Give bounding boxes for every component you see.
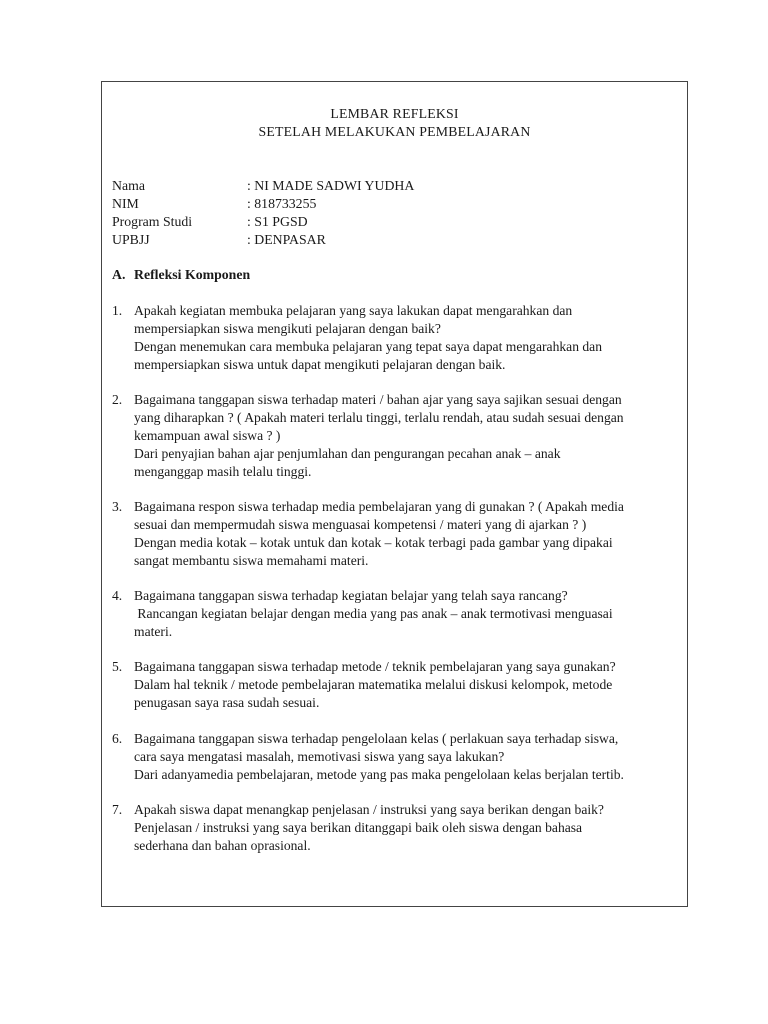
item-line: Dari penyajian bahan ajar penjumlahan dan pengurangan pecahan anak – anak: [134, 446, 561, 461]
title-line-2: SETELAH MELAKUKAN PEMBELAJARAN: [258, 124, 531, 139]
item-line: mempersiapkan siswa untuk dapat mengikuti pelajaran dengan baik.: [134, 357, 506, 372]
item-number: 5.: [112, 659, 123, 674]
item-line: cara saya mengatasi masalah, memotivasi siswa yang saya lakukan?: [134, 749, 505, 764]
item-line: Dengan menemukan cara membuka pelajaran yang tepat saya dapat mengarahkan dan: [134, 339, 603, 354]
item-line: Dalam hal teknik / metode pembelajaran matematika melalui diskusi kelompok, metode: [134, 677, 613, 692]
item-number: 7.: [112, 802, 123, 817]
reflection-item-1: [112, 302, 682, 374]
item-number: 6.: [112, 731, 123, 746]
item-line: penugasan saya rasa sudah sesuai.: [134, 695, 320, 710]
info-label: Nama: [112, 178, 145, 193]
item-line: mempersiapkan siswa mengikuti pelajaran dengan baik?: [134, 321, 441, 336]
info-label: NIM: [112, 196, 139, 211]
item-line: sederhana dan bahan oprasional.: [134, 838, 311, 853]
item-line: menganggap masih telalu tinggi.: [134, 464, 312, 479]
item-line: Dengan media kotak – kotak untuk dan kotak – kotak terbagi pada gambar yang dipakai: [134, 535, 613, 550]
item-number: 2.: [112, 392, 123, 407]
item-line: Penjelasan / instruksi yang saya berikan ditanggapi baik oleh siswa dengan bahasa: [134, 820, 583, 835]
item-line: Dari adanyamedia pembelajaran, metode yang pas maka pengelolaan kelas berjalan tertib.: [134, 767, 624, 782]
section-letter: A.: [112, 267, 126, 282]
reflection-item-3: [112, 498, 682, 570]
item-line: Bagaimana tanggapan siswa terhadap kegiatan belajar yang telah saya rancang?: [134, 588, 568, 603]
info-value: : NI MADE SADWI YUDHA: [247, 178, 415, 193]
item-line: Apakah kegiatan membuka pelajaran yang saya lakukan dapat mengarahkan dan: [134, 303, 573, 318]
item-line: Bagaimana tanggapan siswa terhadap metode / teknik pembelajaran yang saya gunakan?: [134, 659, 616, 674]
info-value: : S1 PGSD: [247, 214, 308, 229]
reflection-item-6: [112, 730, 682, 784]
title-line-1: LEMBAR REFLEKSI: [330, 106, 459, 121]
item-line: kemampuan awal siswa ? ): [134, 428, 281, 443]
reflection-item-7: [112, 801, 682, 855]
item-line: sangat membantu siswa memahami materi.: [134, 553, 369, 568]
info-value: : 818733255: [247, 196, 317, 211]
info-value: : DENPASAR: [247, 232, 326, 247]
reflection-sheet: [101, 81, 688, 907]
item-line: Bagaimana tanggapan siswa terhadap materi / bahan ajar yang saya sajikan sesuai dengan: [134, 392, 622, 407]
reflection-item-5: [112, 658, 682, 712]
section-title: Refleksi Komponen: [134, 267, 251, 282]
item-number: 1.: [112, 303, 123, 318]
reflection-item-2: [112, 391, 682, 481]
item-number: 3.: [112, 499, 123, 514]
reflection-item-4: [112, 587, 682, 641]
item-line: Bagaimana respon siswa terhadap media pembelajaran yang di gunakan ? ( Apakah media: [134, 499, 624, 514]
item-line: materi.: [134, 624, 173, 639]
info-label: Program Studi: [112, 214, 193, 229]
item-line: Rancangan kegiatan belajar dengan media yang pas anak – anak termotivasi menguasai: [134, 606, 613, 621]
item-number: 4.: [112, 588, 123, 603]
info-label: UPBJJ: [112, 232, 150, 247]
item-line: Apakah siswa dapat menangkap penjelasan / instruksi yang saya berikan dengan baik?: [134, 802, 604, 817]
item-line: sesuai dan mempermudah siswa menguasai kompetensi / materi yang di ajarkan ? ): [134, 517, 587, 532]
item-line: yang diharapkan ? ( Apakah materi terlalu tinggi, terlalu rendah, atau sudah sesuai dengan: [134, 410, 624, 425]
item-line: Bagaimana tanggapan siswa terhadap pengelolaan kelas ( perlakuan saya terhadap siswa,: [134, 731, 619, 746]
